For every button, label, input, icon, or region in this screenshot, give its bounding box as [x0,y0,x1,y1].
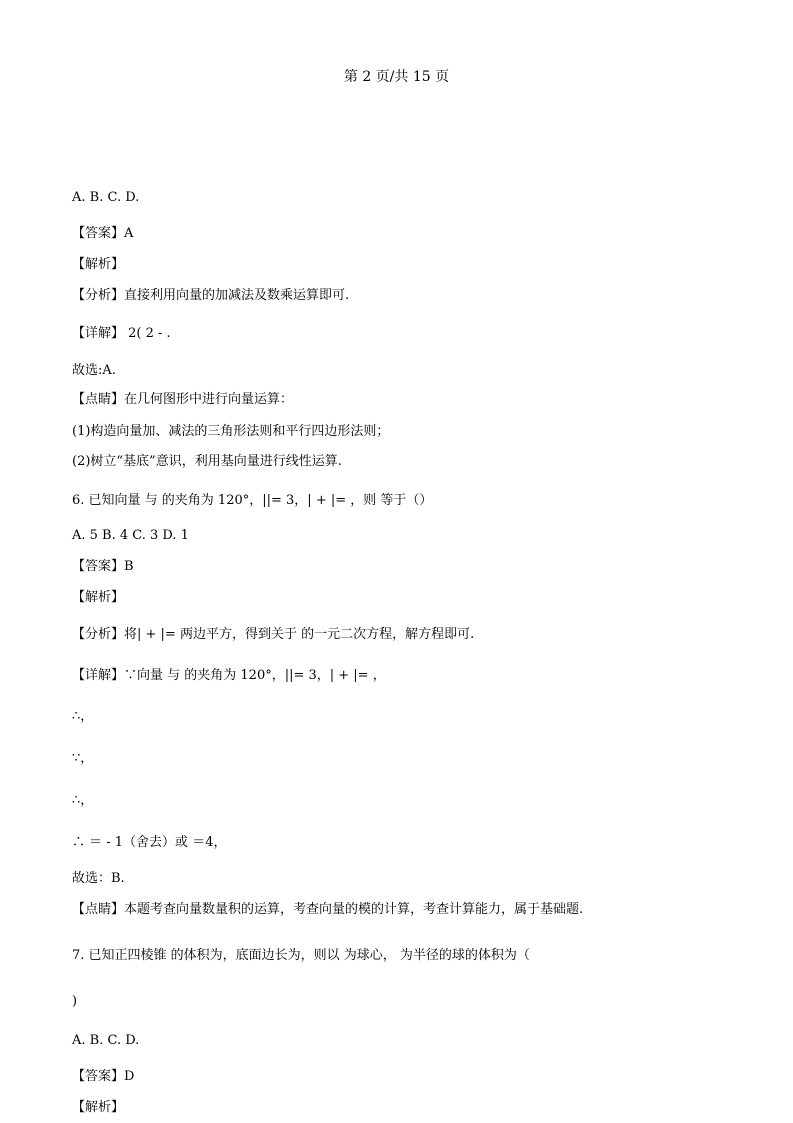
question-7-continued: ) [72,994,78,1009]
choice-q5: 故选:A. [72,363,116,378]
step-therefore-2: ∴， [72,793,94,808]
answer-q6: 【答案】B [72,559,134,574]
step-because: ∵， [72,751,94,766]
answer-q7: 【答案】D [72,1069,135,1084]
question-6: 6. 已知向量 与 的夹角为 120°，||= 3，| + |= ，则 等于（） [72,493,433,508]
step-therefore-1: ∴， [72,709,94,724]
analysis-heading-q5: 【解析】 [72,257,125,272]
analysis-heading-q7: 【解析】 [72,1100,125,1115]
options-line-q6: A. 5 B. 4 C. 3 D. 1 [72,528,189,543]
options-line-q5: A. B. C. D. [72,190,140,205]
comment-point-1: (1)构造向量加、减法的三角形法则和平行四边形法则； [72,424,390,439]
detail-q5: 【详解】 2( 2 - . [72,326,171,341]
comment-q6: 【点睛】本题考查向量数量积的运算，考查向量的模的计算，考查计算能力，属于基础题. [72,902,584,917]
page-number-header: 第 2 页/共 15 页 [343,69,450,85]
choice-q6: 故选：B. [72,871,125,886]
analysis-q5: 【分析】直接利用向量的加减法及数乘运算即可. [72,288,350,303]
detail-q6: 【详解】∵向量 与 的夹角为 120°，||= 3，| + |= ， [72,668,386,683]
question-7: 7. 已知正四棱锥 的体积为，底面边长为，则以 为球心， 为半径的球的体积为（ [72,948,530,963]
answer-q5: 【答案】A [72,226,134,241]
analysis-q6: 【分析】将| + |= 两边平方，得到关于 的一元二次方程，解方程即可. [72,627,475,642]
step-therefore-3: ∴ ＝ - 1（舍去）或 ＝4， [72,835,227,850]
comment-point-2: (2)树立“基底”意识，利用基向量进行线性运算. [72,454,342,469]
analysis-heading-q6: 【解析】 [72,590,125,605]
options-line-q7: A. B. C. D. [72,1033,140,1048]
comment-q5: 【点睛】在几何图形中进行向量运算： [72,392,294,407]
